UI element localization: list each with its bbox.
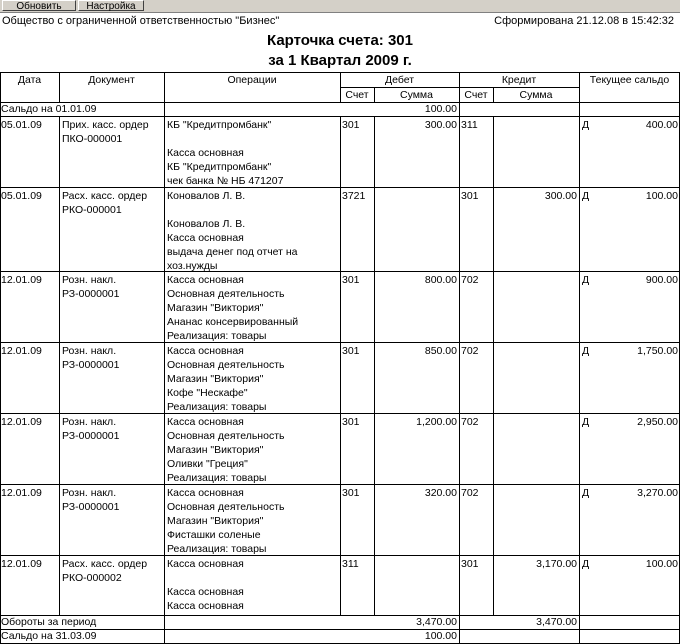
row-credit-account: 301 [461,558,479,570]
turnover-row-border [0,629,680,630]
row-debit-account: 301 [342,274,360,286]
row-date: 05.01.09 [1,190,42,202]
row-credit-account: 702 [461,345,479,357]
opening-balance-label: Сальдо на 01.01.09 [1,103,97,115]
settings-button[interactable]: Настройка [78,0,144,11]
header-date: Дата [17,74,42,86]
row-debit-amount: 320.00 [424,487,457,499]
row-date: 12.01.09 [1,274,42,286]
row-document: Розн. накл. [62,416,117,428]
row-credit-account: 311 [461,119,478,131]
row-credit-account: 702 [461,416,479,428]
header-debit-account: Счет [345,89,369,101]
row-debit-account: 3721 [342,190,366,202]
opening-balance-amount: 100.00 [424,103,457,115]
row-document: ПКО-000001 [62,133,123,145]
column-divider [459,102,460,116]
column-divider [579,102,580,116]
column-divider [340,116,341,615]
row-credit-account: 702 [461,487,479,499]
row-operation: Магазин "Виктория" [167,444,264,456]
row-operation: хоз.нужды [167,260,218,272]
row-balance: 900.00 [645,274,678,286]
column-divider [579,615,580,629]
refresh-button[interactable]: Обновить [2,0,76,11]
row-date: 12.01.09 [1,487,42,499]
closing-balance-amount: 100.00 [424,630,457,642]
row-document: РЗ-0000001 [62,430,120,442]
row-document: Розн. накл. [62,487,117,499]
row-debit-amount: 1,200.00 [416,416,457,428]
header-credit-amount: Сумма [519,89,553,101]
row-operation: Кофе "Нескафе" [167,387,248,399]
row-debit-account: 311 [342,558,359,570]
row-balance-side: Д [582,274,590,286]
column-divider [579,629,580,643]
row-operation: Касса основная [167,487,244,499]
header-debit-amount: Сумма [400,89,433,101]
row-operation: Оливки "Греция" [167,458,248,470]
closing-balance-label: Сальдо на 31.03.09 [1,630,97,642]
column-divider [164,116,165,615]
row-balance: 100.00 [645,558,678,570]
row-operation: выдача денег под отчет на [167,246,298,258]
toolbar [0,0,680,13]
report-period: за 1 Квартал 2009 г. [268,52,412,69]
row-date: 05.01.09 [1,119,42,131]
row-operation: Касса основная [167,274,244,286]
row-operation: Реализация: товары [167,543,267,555]
row-date: 12.01.09 [1,345,42,357]
header-balance: Текущее сальдо [589,74,670,86]
column-divider [59,116,60,615]
generated-timestamp: Сформирована 21.12.08 в 15:42:32 [494,15,674,27]
row-balance: 100.00 [645,190,678,202]
row-operation: Магазин "Виктория" [167,302,264,314]
column-divider [459,116,460,615]
row-operation: Основная деятельность [167,288,285,300]
row-border [0,615,680,616]
header-operations: Операции [227,74,277,86]
row-credit-account: 702 [461,274,479,286]
row-document: РЗ-0000001 [62,501,120,513]
header-credit: Кредит [501,74,537,86]
column-divider [164,102,165,116]
row-operation: Касса основная [167,232,244,244]
row-operation: Касса основная [167,586,244,598]
row-balance-side: Д [582,558,590,570]
row-operation: Реализация: товары [167,472,267,484]
row-operation: Касса основная [167,345,244,357]
row-document: Розн. накл. [62,345,117,357]
row-debit-account: 301 [342,416,360,428]
row-document: РКО-000001 [62,204,122,216]
turnover-debit-amount: 3,470.00 [416,616,457,628]
row-operation: Касса основная [167,558,244,570]
header-debit: Дебет [384,74,415,86]
row-operation: Ананас консервированный [167,316,299,328]
row-balance: 1,750.00 [637,345,678,357]
row-credit-amount: 300.00 [544,190,577,202]
row-operation: Основная деятельность [167,359,285,371]
header-bottom-border [0,102,680,103]
column-divider [164,629,165,643]
row-balance: 3,270.00 [637,487,678,499]
row-document: РКО-000002 [62,572,122,584]
row-operation: Касса основная [167,416,244,428]
row-operation: Реализация: товары [167,330,267,342]
column-divider [374,116,375,615]
row-balance-side: Д [582,190,590,202]
turnover-label: Обороты за период [1,616,97,628]
row-balance-side: Д [582,119,590,131]
column-divider [164,615,165,629]
row-document: Розн. накл. [62,274,117,286]
row-date: 12.01.09 [1,558,42,570]
row-debit-amount: 800.00 [424,274,457,286]
column-divider [459,615,460,629]
row-debit-account: 301 [342,345,360,357]
row-balance: 400.00 [645,119,678,131]
row-balance: 2,950.00 [637,416,678,428]
row-operation: Коновалов Л. В. [167,218,246,230]
row-operation: Касса основная [167,147,244,159]
header-credit-account: Счет [464,89,488,101]
row-credit-amount: 3,170.00 [536,558,577,570]
row-operation: Коновалов Л. В. [167,190,246,202]
organization-name: Общество с ограниченной ответственностью "Бизнес" [2,15,280,27]
row-operation: КБ "Кредитпромбанк" [167,119,272,131]
row-operation: Основная деятельность [167,430,285,442]
header-document: Документ [88,74,135,86]
row-operation: Основная деятельность [167,501,285,513]
row-operation: Касса основная [167,600,244,612]
row-operation: Магазин "Виктория" [167,373,264,385]
row-debit-amount: 850.00 [424,345,457,357]
report-title: Карточка счета: 301 [267,32,413,49]
row-operation: Реализация: товары [167,401,267,413]
row-operation: чек банка № НБ 471207 [167,175,284,187]
row-debit-account: 301 [342,487,360,499]
column-divider [459,629,460,643]
row-balance-side: Д [582,345,590,357]
row-balance-side: Д [582,487,590,499]
row-document: РЗ-0000001 [62,288,120,300]
row-document: Прих. касс. ордер [62,119,149,131]
row-credit-account: 301 [461,190,479,202]
row-date: 12.01.09 [1,416,42,428]
turnover-credit-amount: 3,470.00 [536,616,577,628]
row-operation: КБ "Кредитпромбанк" [167,161,272,173]
row-operation: Магазин "Виктория" [167,515,264,527]
row-balance-side: Д [582,416,590,428]
row-debit-amount: 300.00 [424,119,457,131]
row-document: Расх. касс. ордер [62,558,148,570]
row-document: РЗ-0000001 [62,359,120,371]
row-document: Расх. касс. ордер [62,190,148,202]
row-operation: Фисташки соленые [167,529,261,541]
row-debit-account: 301 [342,119,360,131]
